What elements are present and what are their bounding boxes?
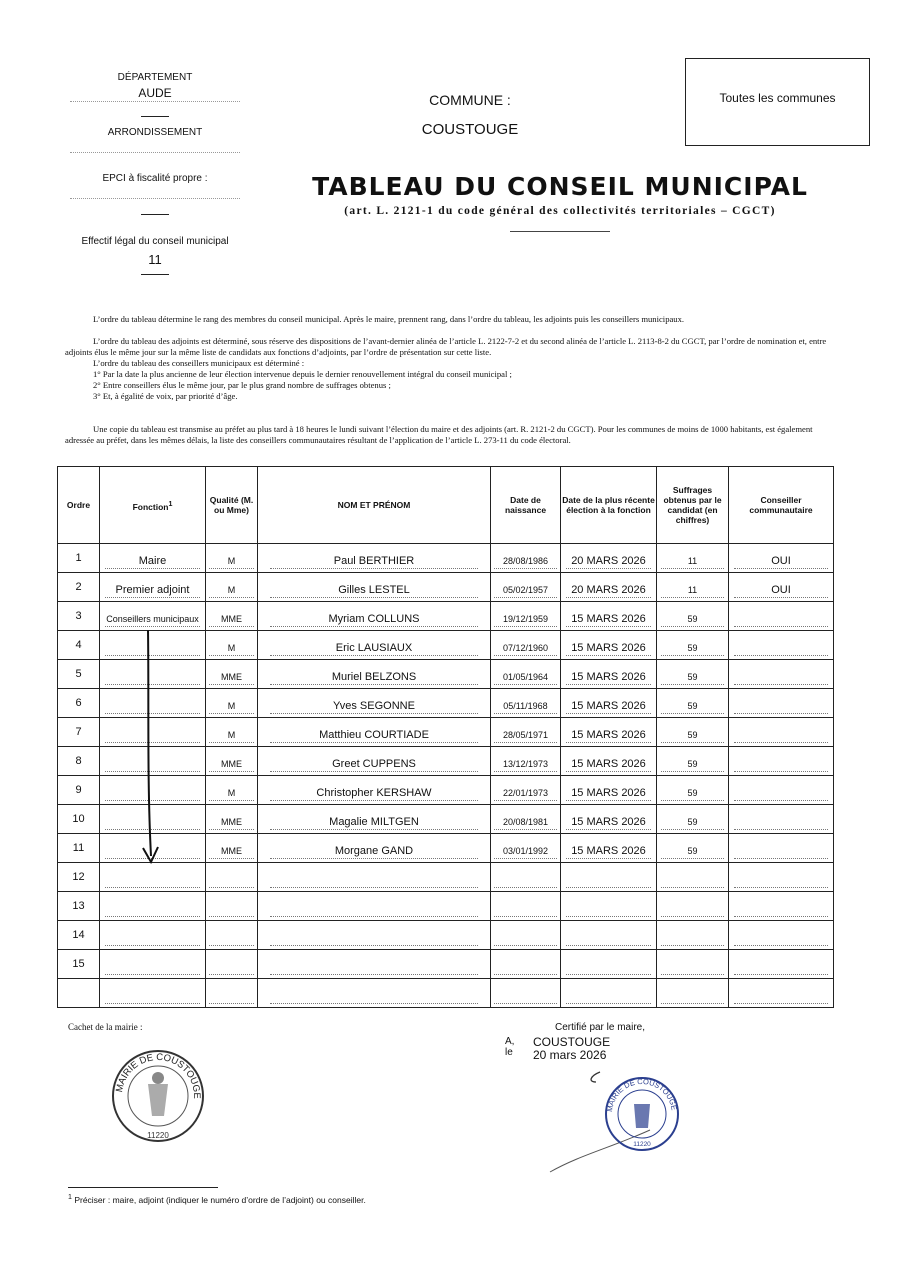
intro-text: L’ordre du tableau détermine le rang des membres du conseil municipal. Après le maire, prennent rang, dans l’ordre du tableau, les adjoints puis les conseillers municipaux. (93, 314, 685, 324)
scope-box-text: Toutes les communes (719, 91, 836, 105)
cell-value-fonction: Premier adjoint (105, 577, 200, 598)
cell-value-suffrages: 59 (661, 809, 725, 830)
cell-value-communautaire: OUI (734, 548, 828, 569)
cell-value-naissance: 19/12/1959 (494, 606, 556, 627)
cell-ordre: 4 (58, 631, 100, 660)
cell-value-naissance: 20/08/1981 (494, 809, 556, 830)
certified-place: COUSTOUGE (533, 1035, 611, 1049)
epci-label: EPCI à fiscalité propre : (102, 173, 208, 184)
cell-ordre: 1 (58, 544, 100, 573)
cell-ordre: 9 (58, 776, 100, 805)
cell-value-naissance: 05/11/1968 (494, 693, 556, 714)
cell-value-election: 15 MARS 2026 (566, 722, 652, 743)
mairie-stamp-black (108, 1046, 208, 1146)
cell-ordre: 6 (58, 689, 100, 718)
cell-value-nom: Yves SEGONNE (270, 693, 479, 714)
certified-label: Certifié par le maire, (554, 1022, 646, 1033)
footnote (68, 1193, 366, 1205)
cell-value-qualite: MME (209, 838, 255, 859)
cell-value-naissance: 07/12/1960 (494, 635, 556, 656)
header-qualite: Qualité (M. ou Mme) (206, 467, 258, 544)
footnote-mark: 1 (68, 1193, 72, 1201)
cell-value-fonction: Maire (105, 548, 200, 569)
cell-value-qualite: M (209, 780, 255, 801)
cell-value-qualite: MME (209, 664, 255, 685)
cell-value-naissance: 28/05/1971 (494, 722, 556, 743)
intro-text: L’ordre du tableau des conseillers municipaux est déterminé : (93, 358, 305, 368)
cell-value-suffrages: 59 (661, 722, 725, 743)
footnote-ref: 1 (168, 499, 173, 508)
commune-name: COUSTOUGE (421, 121, 519, 138)
arrondissement-label: ARRONDISSEMENT (107, 127, 203, 138)
mairie-stamp-blue (602, 1074, 682, 1154)
cell-value-suffrages: 11 (661, 577, 725, 598)
cell-value-qualite: M (209, 693, 255, 714)
cell-value-communautaire: OUI (734, 577, 828, 598)
le-label: le (505, 1047, 513, 1058)
cell-value-qualite: M (209, 577, 255, 598)
cell-value-election: 15 MARS 2026 (566, 693, 652, 714)
effectif-value: 11 (148, 252, 162, 267)
footnote-rule (68, 1187, 218, 1188)
place-date-values (533, 1036, 610, 1062)
cell-value-qualite: MME (209, 606, 255, 627)
cell-value-naissance: 03/01/1992 (494, 838, 556, 859)
cell-value-election: 15 MARS 2026 (566, 751, 652, 772)
cell-ordre: 14 (58, 921, 100, 950)
cell-value-naissance: 05/02/1957 (494, 577, 556, 598)
cell-ordre: 11 (58, 834, 100, 863)
cell-value-suffrages: 59 (661, 838, 725, 859)
page-subtitle: (art. L. 2121-1 du code général des collectivités territoriales – CGCT) (344, 205, 776, 217)
header-communautaire: Conseiller communautaire (729, 467, 834, 544)
cell-value-nom: Greet CUPPENS (270, 751, 479, 772)
cell-ordre: 5 (58, 660, 100, 689)
cell-value-election: 15 MARS 2026 (566, 635, 652, 656)
cell-value-suffrages: 59 (661, 780, 725, 801)
cell-value-qualite: MME (209, 751, 255, 772)
cell-value-qualite: M (209, 722, 255, 743)
cell-value-election: 20 MARS 2026 (566, 548, 652, 569)
cell-value-election: 15 MARS 2026 (566, 838, 652, 859)
cachet-label: Cachet de la mairie : (68, 1022, 143, 1032)
departement-label: DÉPARTEMENT (117, 72, 193, 83)
certified-date: 20 mars 2026 (533, 1048, 607, 1062)
cell-value-qualite: M (209, 635, 255, 656)
cell-value-qualite: MME (209, 809, 255, 830)
cell-value-naissance: 28/08/1986 (494, 548, 556, 569)
intro-text: 3° Et, à égalité de voix, par priorité d’âge. (93, 391, 238, 401)
cell-value-qualite: M (209, 548, 255, 569)
cell-value-nom: Magalie MILTGEN (270, 809, 479, 830)
cell-value-election: 15 MARS 2026 (566, 664, 652, 685)
header-naissance: Date de naissance (491, 467, 561, 544)
page-title: TABLEAU DU CONSEIL MUNICIPAL (312, 172, 808, 201)
cell-value-election: 15 MARS 2026 (566, 809, 652, 830)
departement-value: AUDE (138, 86, 172, 100)
commune-label: COMMUNE : (429, 92, 511, 108)
place-date-labels (505, 1036, 514, 1058)
cell-value-nom: Morgane GAND (270, 838, 479, 859)
stamp-code: 11220 (633, 1141, 651, 1148)
cell-ordre: 15 (58, 950, 100, 979)
cell-ordre: 7 (58, 718, 100, 747)
intro-text: 1° Par la date la plus ancienne de leur élection intervenue depuis le dernier renouvellement intégral du conseil municipal ; (93, 369, 512, 379)
stamp-text: MAIRIE DE COUSTOUGE (114, 1051, 203, 1099)
cell-value-nom: Gilles LESTEL (270, 577, 479, 598)
cell-value-nom: Myriam COLLUNS (270, 606, 479, 627)
cell-value-naissance: 22/01/1973 (494, 780, 556, 801)
cell-value-nom: Muriel BELZONS (270, 664, 479, 685)
cell-value-election: 15 MARS 2026 (566, 780, 652, 801)
header-election: Date de la plus récente élection à la fonction (561, 467, 657, 544)
stamp-text: MAIRIE DE COUSTOUGE (604, 1076, 679, 1113)
cell-value-naissance: 01/05/1964 (494, 664, 556, 685)
cell-value-nom: Matthieu COURTIADE (270, 722, 479, 743)
intro-text: L’ordre du tableau des adjoints est déterminé, sous réserve des dispositions de l’avant-dernier alinéa de l’article L. 2122-7-2 et du second alinéa de l’article L. 2113-8-2 du CGCT, par l’ordre de nomination et, entre adjoints élus le même jour sur la même liste de candidats aux fonctions d’adjoints, par l’ordre de présentation sur cette liste. (65, 336, 827, 357)
footnote-text: Préciser : maire, adjoint (indiquer le numéro d’ordre de l’adjoint) ou conseiller. (74, 1194, 366, 1205)
cell-value-fonction: Conseillers municipaux (105, 606, 200, 627)
cell-value-suffrages: 59 (661, 751, 725, 772)
stamp-code: 11220 (147, 1131, 169, 1140)
header-nom: NOM ET PRÉNOM (258, 467, 491, 544)
cell-ordre: 12 (58, 863, 100, 892)
cell-ordre: 2 (58, 573, 100, 602)
cell-value-election: 20 MARS 2026 (566, 577, 652, 598)
effectif-label: Effectif légal du conseil municipal (81, 236, 229, 247)
cell-value-suffrages: 59 (661, 664, 725, 685)
cell-value-suffrages: 59 (661, 606, 725, 627)
cell-value-nom: Eric LAUSIAUX (270, 635, 479, 656)
cell-value-election: 15 MARS 2026 (566, 606, 652, 627)
cell-ordre: 10 (58, 805, 100, 834)
cell-ordre: 8 (58, 747, 100, 776)
cell-value-suffrages: 11 (661, 548, 725, 569)
cell-value-naissance: 13/12/1973 (494, 751, 556, 772)
cell-value-nom: Paul BERTHIER (270, 548, 479, 569)
intro-text: 2° Entre conseillers élus le même jour, par le plus grand nombre de suffrages obtenus ; (93, 380, 391, 390)
cell-value-nom: Christopher KERSHAW (270, 780, 479, 801)
header-fonction-text: Fonction (132, 501, 169, 512)
cell-ordre: 13 (58, 892, 100, 921)
cell-ordre: 3 (58, 602, 100, 631)
intro-text: Une copie du tableau est transmise au préfet au plus tard à 18 heures le lundi suivant l’élection du maire et des adjoints (art. R. 2121-2 du CGCT). Pour les communes de moins de 1000 habitants, est également adressée au préfet, dans les mêmes délais, la liste des conseillers communautaires résultant de l’application de l’article L. 273-11 du code électoral. (65, 424, 813, 445)
cell-value-suffrages: 59 (661, 693, 725, 714)
header-suffrages: Suffrages obtenus par le candidat (en chiffres) (657, 467, 729, 544)
header-ordre: Ordre (58, 467, 100, 544)
cell-value-suffrages: 59 (661, 635, 725, 656)
a-label: A, (505, 1036, 515, 1047)
